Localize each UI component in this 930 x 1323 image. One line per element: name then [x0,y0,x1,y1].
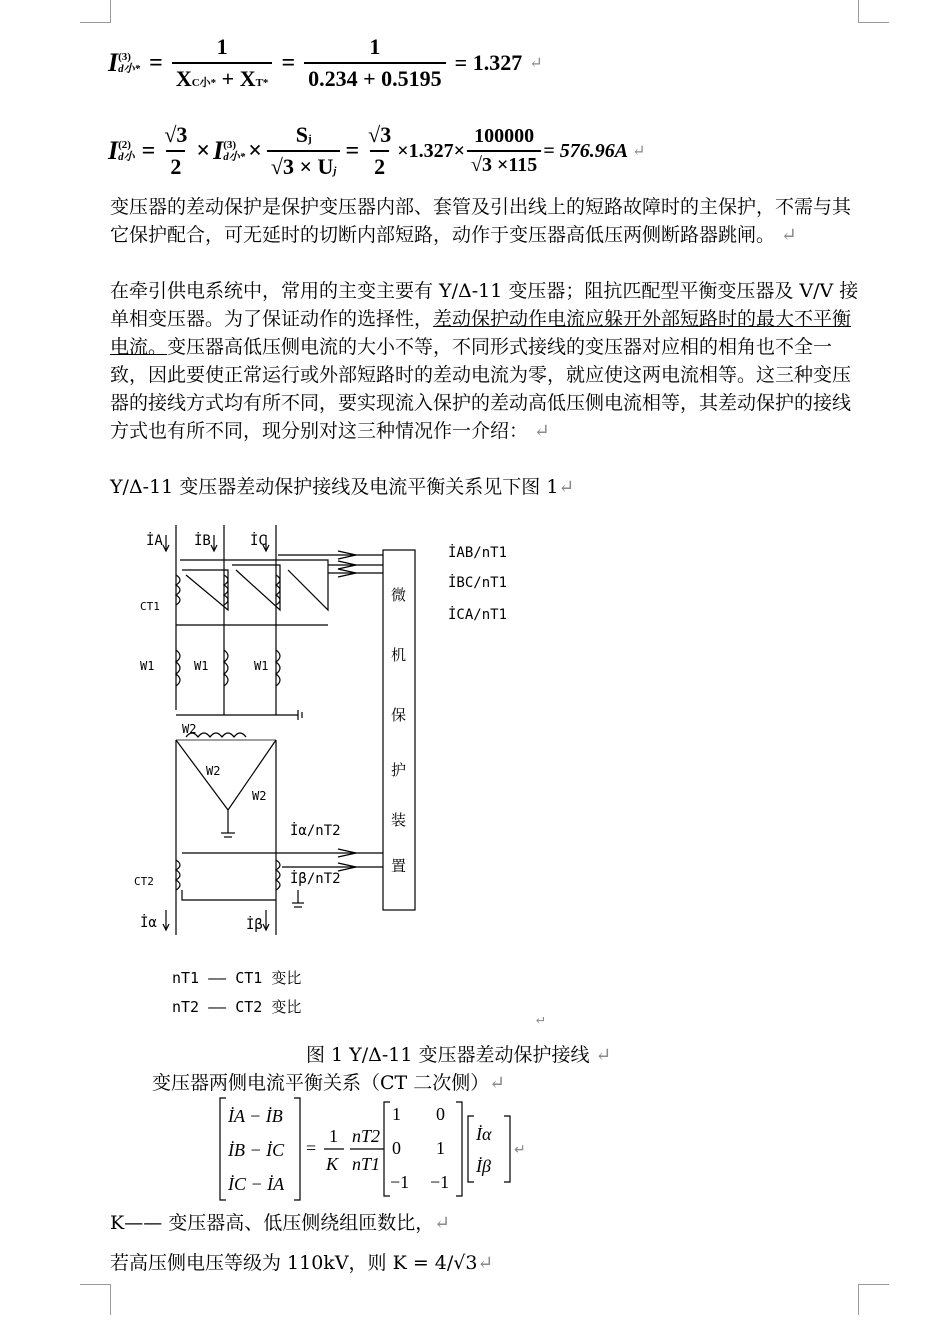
matrix-coef-k: K [326,1154,339,1174]
legend-nt1: nT1 —— CT1 变比 [172,969,302,987]
label-alpha-output: İα/nT2 [290,823,341,839]
formula2-lhs: I [108,136,119,165]
paragraph-3-text: Y/Δ-11 变压器差动保护接线及电流平衡关系见下图 1 [110,476,559,498]
matrix-cell-32: −1 [430,1172,450,1192]
k-definition-text: K—— 变压器高、低压侧绕组匝数比， [110,1212,435,1234]
matrix-coef-one: 1 [329,1126,338,1146]
formula2-coef2-den: 2 [370,150,389,180]
return-mark: ↵ [434,1212,451,1234]
paragraph-2-underlined: 差动保护动作电流应躲开外部短路时的最大不平衡电流。 [110,308,852,358]
formula1-sub: d小* [118,63,141,75]
matrix-lhs-row-3: İC − İA [228,1174,285,1194]
label-ct2: CT2 [134,875,154,888]
current-balance-heading [152,1068,505,1095]
formula2-result: = 576.96A [543,139,629,162]
formula2-coef-den: 2 [166,150,185,180]
paragraph-2-text-b: 变压器高低压侧电流的大小不等，不同形式接线的变压器对应相的相角也不全一致，因此要使正常运行或外部短路时的差动电流为零，就应使这两电流相等。这三种变压器的接线方式均有所不同，要实现流入保护的差动高低压侧电流相等，其差动保护的接线方式也有所不同，现分别对这三种情况作一介绍： [110,336,852,442]
label-output-ab: İAB/nT1 [448,545,508,561]
return-mark: ↵ [536,1011,545,1027]
formula1-frac2-num: 1 [369,34,381,59]
device-char-1: 微 [391,586,407,604]
matrix-cell-22: 1 [436,1138,445,1158]
matrix-coef-nt2: nT2 [352,1126,381,1146]
label-w1-b: W1 [194,659,209,673]
label-w2-top: W2 [182,722,197,736]
matrix-rhs-alpha: İα [476,1124,492,1144]
return-mark: ↵ [775,224,797,246]
matrix-cell-12: 0 [436,1104,445,1124]
formula2-coef2-num: √3 [368,122,392,147]
label-beta-output: İβ/nT2 [290,871,341,887]
formula2-frac3-num: 100000 [474,125,535,147]
formula2-value: ×1.327× [397,139,466,162]
k-definition-line [110,1208,450,1235]
formula2-mid-sup: (3) [223,139,237,151]
label-i-beta: İβ [246,917,263,933]
return-mark: ↵ [632,143,646,160]
return-mark: ↵ [477,1252,494,1274]
device-char-4: 护 [391,761,407,779]
return-mark: ↵ [514,1143,526,1158]
device-char-6: 置 [391,857,407,875]
label-i-alpha: İα [140,915,157,931]
matrix-coef-nt1: nT1 [352,1154,381,1174]
formula2-frac3-den: √3 ×115 [467,150,541,177]
label-w2-left: W2 [206,764,221,778]
formula2-frac-num: S [295,122,308,147]
matrix-cell-21: 0 [392,1138,401,1158]
matrix-lhs-row-1: İA − İB [228,1106,283,1126]
formula2-coef-num: √3 [164,122,188,147]
crop-mark-top-right [858,0,889,23]
formula1-result: = 1.327 [454,50,523,75]
label-current-b: İB [194,533,211,549]
label-current-a: İA [146,533,163,549]
current-balance-heading-text: 变压器两侧电流平衡关系（CT 二次侧） [152,1072,490,1094]
matrix-cell-11: 1 [392,1104,401,1124]
formula2-frac-den-sub: j [333,165,337,177]
formula1-frac1-sub1: C小* [191,77,217,89]
current-balance-matrix [218,1096,538,1202]
paragraph-figure-intro [110,473,860,501]
label-output-ca: İCA/nT1 [448,607,508,623]
legend-nt2: nT2 —— CT2 变比 [172,998,302,1016]
paragraph-1-text: 变压器的差动保护是保护变压器内部、套管及引出线上的短路故障时的主保护，不需与其它保护配合，可无延时的切断内部短路，动作于变压器高低压两侧断路器跳闸。 [110,196,852,246]
crop-mark-bottom-left [80,1284,111,1315]
device-char-5: 装 [391,811,407,829]
paragraph-differential-protection [110,193,860,249]
formula-two-phase-current: I (2) d小 = $\frac{√3}{2}$ × I (3) d小* × $\frac{Sj}{√3 \times Uj}$ = $\frac{√3}{2}$ ×1.327× $\frac{100000}{√3 \times 115}$ = 576.96A ↵ [108,122,646,179]
formula1-frac2-den: 0.234 + 0.5195 [304,62,446,92]
formula1-sup: (3) [118,51,131,63]
formula-three-phase-current: I (3) d小* = $\frac{1}{\text{XC小* + XT*}}$ = $\frac{1}{0.234 + 0.5195}$ = 1.327 ↵ [108,34,543,91]
svg-text:=: = [306,1138,317,1158]
formula1-frac1-plus: + X [221,66,256,91]
label-current-c: İC [250,533,267,549]
matrix-cell-31: −1 [390,1172,410,1192]
formula2-mid: I [213,136,224,165]
label-w2-right: W2 [252,789,267,803]
formula1-lhs: I [108,48,119,77]
paragraph-2-text-a: 在牵引供电系统中，常用的主变主要有 Y/Δ-11 变压器；阻抗匹配型平衡变压器及 V/V 接单相变压器。为了保证动作的选择性， [110,280,859,330]
differential-protection-wiring-diagram [128,515,545,1027]
high-voltage-text: 若高压侧电压等级为 110kV，则 K = 4/√3 [110,1252,478,1274]
return-mark: ↵ [528,420,550,442]
formula1-frac1-sub2: T* [255,77,269,89]
formula1-frac1-num: 1 [216,34,228,59]
return-mark: ↵ [529,55,543,72]
crop-mark-top-left [80,0,111,23]
matrix-rhs-beta: İβ [476,1156,491,1176]
formula1-frac1-den: X [175,66,192,91]
figure-caption [306,1040,611,1067]
label-w1-a: W1 [140,659,155,673]
crop-mark-bottom-right [858,1284,889,1315]
return-mark: ↵ [589,1044,612,1066]
formula2-sub: d小 [118,151,135,163]
formula2-frac-den: √3 × U [270,154,334,179]
formula2-frac-num-sub: j [307,133,312,145]
label-ct1: CT1 [140,600,160,613]
formula2-mid-sub: d小* [223,151,246,163]
high-voltage-line [110,1248,493,1275]
return-mark: ↵ [489,1072,506,1094]
return-mark: ↵ [558,476,575,498]
label-output-bc: İBC/nT1 [448,575,508,591]
paragraph-traction-supply [110,277,860,445]
label-w1-c: W1 [254,659,269,673]
figure-caption-text: 图 1 Y/Δ-11 变压器差动保护接线 [306,1044,590,1066]
formula2-sup: (2) [118,139,131,151]
matrix-lhs-row-2: İB − İC [228,1140,285,1160]
device-char-2: 机 [391,646,407,664]
device-char-3: 保 [391,706,407,724]
